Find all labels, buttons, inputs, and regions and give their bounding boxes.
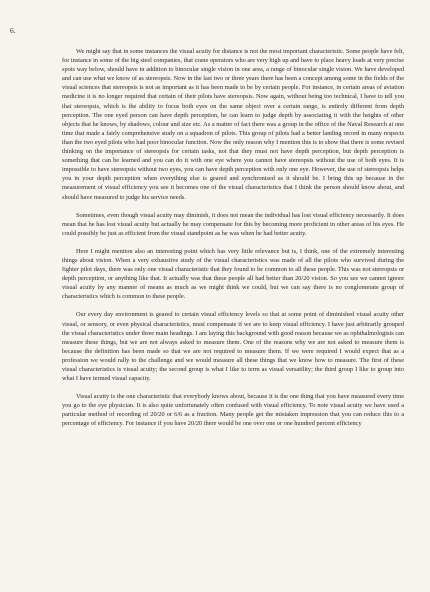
paragraph-spacer <box>62 238 404 247</box>
body-text <box>62 47 404 429</box>
paragraph-spacer <box>62 202 404 211</box>
page-number: 6. <box>10 26 16 35</box>
paragraph-spacer <box>62 301 404 310</box>
paragraph-visual-acuity-diminish: Sometimes, even though visual acuity may diminish, it does not mean the individual has lost visual efficiency necessarily. It does mean that he has lost visual acuity but actually he may compensate for this by becoming more proficient in other areas of his eyes. He could possibly be just as efficient from the visual standpoint as he was when he had better acuity. <box>62 211 404 237</box>
paragraph-environment: Our every day environment is geared to certain visual efficiency levels so that at some point of diminished visual acuity other visual, or sensory, or even physical characteristics, must compensate if we are to keep visual efficiency. I have just arbitrarily grouped the visual characteristics under three main headings. I am laying this background with good reason because we as ophthalmologists can measure these things, but we are not always asked to measure them. One of the reasons why we are not asked to measure them is because the definition has been made so that we are not required to measure them. If we were required I would expect that as a profession we would rally to the challenge and we would measure all these things that we know how to measure. The first of these visual characteristics is visual acuity; the second group is what I like to term as visual versatility; the third group I like to group into what I have termed visual capacity. <box>62 311 404 383</box>
paragraph-visual-acuity: Visual acuity is the one characteristic that everybody knows about, because it is the one thing that you have measured every time you go to the eye physician. It is also quite unfortunately often confused with visual efficiency. To note visual acuity we have used a particular method of recording of 20/20 or 6/6 as a fraction. Many people get the mistaken impression that you can reduce this to a percentage of efficiency. For instance if you have 20/20 there would be one over one or one hundred percent efficiency <box>62 393 404 428</box>
paragraph-spacer <box>62 383 404 392</box>
paragraph-fighter-pilots: Here I might mention also an interesting point which has very little relevance but is, I think, one of the extremely interesting things about vision. When a very exhaustive study of the visual characteristics was made of all the pilots who survived during the fighter pilot days, there was only one visual characteristic that they found to be common to all these people. This was not stereopsis or depth perception, or anything like that. It actually was that these people all had better than 20/20 vision. So you see we cannot ignore visual acuity by any manner of means as much as we might think we could, but we can say there is no conglomerate group of characteristics which is common to these people. <box>62 247 404 301</box>
paragraph-stereopsis: We might say that in some instances the visual acuity for distance is not the most important characteristic. Some people have felt, for instance in some of the big steel companies, that crane operators who are very high up and have to place heavy loads at very precise spots way below, should have in addition to binocular single vision in one area, a range of binocular single vision. We have developed and can use what we know of as stereopsis. Now in the last two or three years there has been a concept among some in the fields of the visual sciences that stereopsis is not as important as it has been made to be by certain people. For instance, in certain areas of aviation medicine it is no longer required that certain of their pilots have stereopsis. Now again, without being too technical, I have to tell you that stereopsis, which is the ability to focus both eyes on the same object over a certain range, is entirely different from depth perception. The one eyed person can have depth perception, he can learn to judge depth by associating it with the heights of other objects that he knows, by shadows, colour and size etc. As a matter of fact there was a group in the office of the Naval Research at one time that made a fairly comprehensive study on a squadron of pilots. This group of pilots had a better landing record in many respects than the two eyed pilots who had poor binocular function. Now the only reason why I mention this is to show that there is some revised thinking on the importance of stereopsis for certain tasks, not that they must not have depth perception, but depth perception is something that can be learned and you can do it with one eye where you cannot have stereopsis without the use of both eyes. It is impossible to have stereopsis without two eyes, you can have depth perception with only one eye. However, the use of stereopsis helps you in your depth perception when everything else is geared and synchronised as it should be. I bring this up because in the measurement of visual efficiency you see it becomes one of the visual characteristics that I think the person should know about, and should have measured to judge his service needs. <box>62 48 404 201</box>
